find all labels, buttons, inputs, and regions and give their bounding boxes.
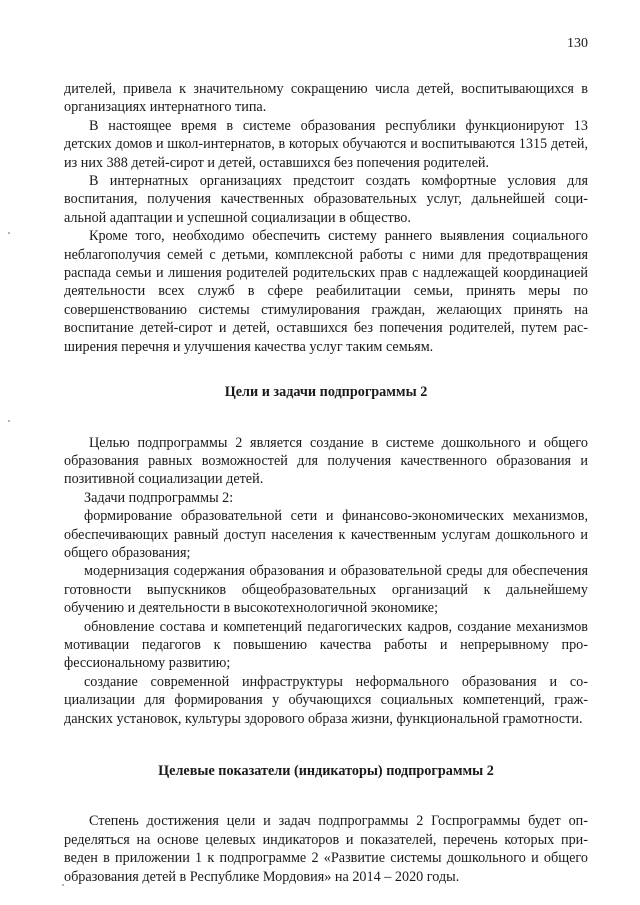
document-body bbox=[64, 80, 588, 886]
intro-paragraph-continued: дителей, привела к значительному сокращению числа детей, воспитывающихся в организациях интернатного типа. bbox=[64, 81, 588, 116]
tasks-label: Задачи подпрограммы 2: bbox=[84, 489, 234, 506]
page-number: 130 bbox=[567, 36, 588, 51]
indicators-paragraph: Степень достижения цели и задач подпрограммы 2 Госпрограммы будет определяться на основе целевых индикаторов и показателей, перечень которых приведен в приложении 1 к подпрограмме 2 «Развитие системы дошкольного и общего образования детей в Республике Мордовия» на 2014 – 2020 годы. bbox=[64, 813, 588, 885]
scan-speck bbox=[8, 420, 10, 422]
intro-paragraph: Кроме того, необходимо обеспечить систему раннего выявления социального неблагополучия семей с детьми, комплексной работы с ними для предотвращения распада семьи и лишения родителей родительских прав с надлежащей координацией деятельности всех служб в сфере реабилитации семьи, принять меры по совершенствованию системы стимулирования граждан, желающих принять на воспитание детей-сирот и детей, оставшихся без попечения родителей, путем расширения перечня и улучшения качества услуг таким семьям. bbox=[64, 228, 588, 355]
intro-paragraph: В настоящее время в системе образования республики функционируют 13 детских домов и школ-интернатов, в которых обучаются и воспитываются 1315 детей, из них 388 детей-сирот и детей, оставшихся без попечения родителей. bbox=[64, 117, 588, 171]
scan-speck bbox=[8, 232, 10, 234]
scan-speck bbox=[62, 884, 64, 886]
task-item: модернизация содержания образования и образовательной среды для обеспечения готовности выпускников общеобразовательных организаций к дальнейшему обучению и деятельности в высокотехнологичной экономике; bbox=[64, 563, 588, 617]
intro-paragraph: В интернатных организациях предстоит создать комфортные условия для воспитания, получения качественных образовательных услуг, дальнейшей социальной адаптации и успешной социализации в общество. bbox=[64, 173, 588, 226]
goal-paragraph: Целью подпрограммы 2 является создание в системе дошкольного и общего образования равных возможностей для получения качественного образования и позитивной социализации детей. bbox=[64, 434, 588, 488]
section-heading-indicators: Целевые показатели (индикаторы) подпрограммы 2 bbox=[158, 763, 494, 779]
task-item: создание современной инфраструктуры неформального образования и социализации для формирования у обучающихся социальных компетенций, гражданских установок, культуры здорового образа жизни, функциональной грамотности. bbox=[64, 673, 588, 727]
task-item: обновление состава и компетенций педагогических кадров, создание механизмов мотивации педагогов к повышению качества работы и непрерывному профессиональному развитию; bbox=[64, 618, 588, 672]
section-heading-goals: Цели и задачи подпрограммы 2 bbox=[224, 384, 428, 401]
task-item: формирование образовательной сети и финансово-экономических механизмов, обеспечивающих равный доступ населения к качественным услугам дошкольного и общего образования; bbox=[64, 508, 588, 561]
